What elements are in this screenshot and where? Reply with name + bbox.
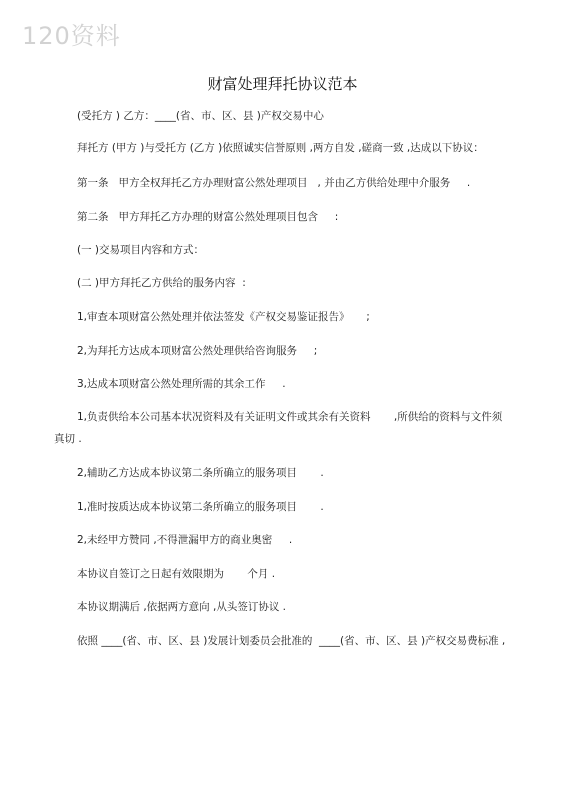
list-item-party-a-duty-1: 1,负责供给本公司基本状况资料及有关证明文件或其余有关资料 ,所供给的资料与文件须 (77, 411, 503, 423)
paragraph-section-2: (二 )甲方拜托乙方供给的服务内容 : (77, 277, 246, 289)
document-title: 财富处理拜托协议范本 (207, 75, 358, 93)
list-item-party-a-duty-2: 2,辅助乙方达成本协议第二条所确立的服务项目 . (77, 467, 324, 479)
paragraph-section-1: (一 )交易项目内容和方式： (77, 244, 205, 256)
paragraph-validity: 本协议自签订之日起有效限期为 个月 . (77, 568, 276, 580)
list-item-party-b-duty-2: 2,未经甲方赞同 ,不得泄漏甲方的商业奥密 . (77, 534, 293, 546)
paragraph-trustee: (受托方 ) 乙方：____(省、市、区、县 )产权交易中心 (77, 110, 324, 122)
paragraph-intro: 拜托方 (甲方 )与受托方 (乙方 )依照诚实信誉原则 ,两方自发 ,磋商一致 ,达成以下协议： (77, 142, 484, 154)
paragraph-article-1: 第一条 甲方全权拜托乙方办理财富公然处理项目 , 并由乙方供给处理中介服务 . (77, 177, 471, 189)
list-item-party-b-duty-1: 1,准时按质达成本协议第二条所确立的服务项目 . (77, 501, 324, 513)
paragraph-article-2: 第二条 甲方拜托乙方办理的财富公然处理项目包含 : (77, 211, 339, 223)
list-item-service-2: 2,为拜托方达成本项财富公然处理供给咨询服务 ; (77, 345, 318, 357)
list-item-service-1: 1,审查本项财富公然处理并依法签发《产权交易鉴证报告》 ; (77, 311, 370, 323)
list-item-service-3: 3,达成本项财富公然处理所需的其余工作 . (77, 378, 286, 390)
list-item-party-a-duty-1-cont: 真切 . (54, 433, 82, 445)
paragraph-fee-standard: 依照 ____(省、市、区、县 )发展计划委员会批准的 ____(省、市、区、县 )产权交易费标准 , (77, 635, 506, 647)
paragraph-renewal: 本协议期满后 ,依据两方意向 ,从头签订协议 . (77, 601, 287, 613)
watermark-logo: 120资料 (22, 22, 121, 50)
